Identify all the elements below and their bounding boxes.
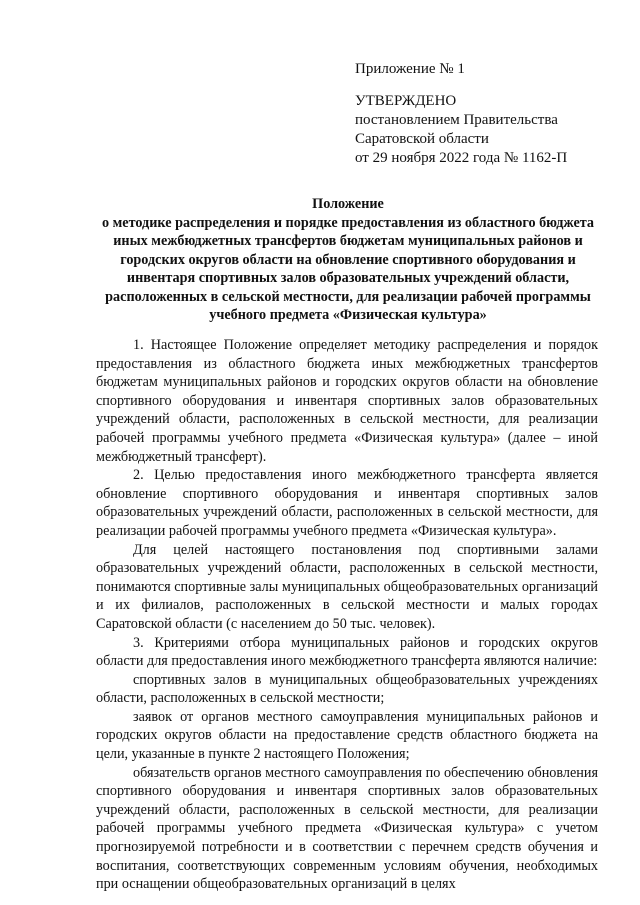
paragraph: спортивных залов в муниципальных общеобразовательных учреждениях области, расположенных в сельской местности; [96,671,598,707]
approval-line-3: от 29 ноября 2022 года № 1162-П [355,150,568,166]
approval-line-2: Саратовской области [355,131,489,147]
document-title [88,195,608,325]
paragraph: 1. Настоящее Положение определяет методику распределения и порядок предоставления из областного бюджета иных межбюджетных трансфертов бюджетам муниципальных районов и городских округов области на обновление спортивного оборудования и инвентаря спортивных залов образовательных учреждений области, расположенных в сельской местности, для реализации рабочей программы учебного предмета «Физическая культура» (далее – иной межбюджетный трансферт). [96,337,598,465]
paragraph: 3. Критериями отбора муниципальных районов и городских округов области для предоставления иного межбюджетного трансферта являются наличие: [96,634,598,670]
paragraph: Для целей настоящего постановления под спортивными залами образовательных учреждений области, расположенных в сельской местности, понимаются спортивные залы муниципальных общеобразовательных организаций и их филиалов, расположенных в сельской местности и малых городах Саратовской области (с населением до 50 тыс. человек). [96,541,598,632]
approval-stamp [355,60,625,168]
paragraph: заявок от органов местного самоуправления муниципальных районов и городских округов области на предоставление средств областного бюджета на цели, указанные в пункте 2 настоящего Положения; [96,708,598,763]
document-body [96,336,598,894]
appendix-label: Приложение № 1 [355,61,465,77]
approved-label: УТВЕРЖДЕНО [355,93,457,109]
title-heading: Положение [312,196,384,212]
approval-line-1: постановлением Правительства [355,112,558,128]
paragraph: 2. Целью предоставления иного межбюджетного трансферта является обновление спортивного оборудования и инвентаря спортивных залов образовательных учреждений области, расположенных в сельской местности, для реализации рабочей программы учебного предмета «Физическая культура». [96,467,598,539]
title-subtitle: о методике распределения и порядке предоставления из областного бюджета иных межбюджетных трансфертов бюджетам муниципальных районов и городских округов области на обновление спортивного оборудования и инвентаря спортивных залов образовательных учреждений области, расположенных в сельской местности, для реализации рабочей программы учебного предмета «Физическая культура» [101,214,595,323]
paragraph: обязательств органов местного самоуправления по обеспечению обновления спортивного оборудования и инвентаря спортивных залов образовательных учреждений области, расположенных в сельской местности, для реализации рабочей программы учебного предмета «Физическая культура» с учетом прогнозируемой потребности и в соответствии с перечнем средств обучения и воспитания, соответствующих современным условиям обучения, необходимых при оснащении общеобразовательных организаций в целях [96,764,598,893]
